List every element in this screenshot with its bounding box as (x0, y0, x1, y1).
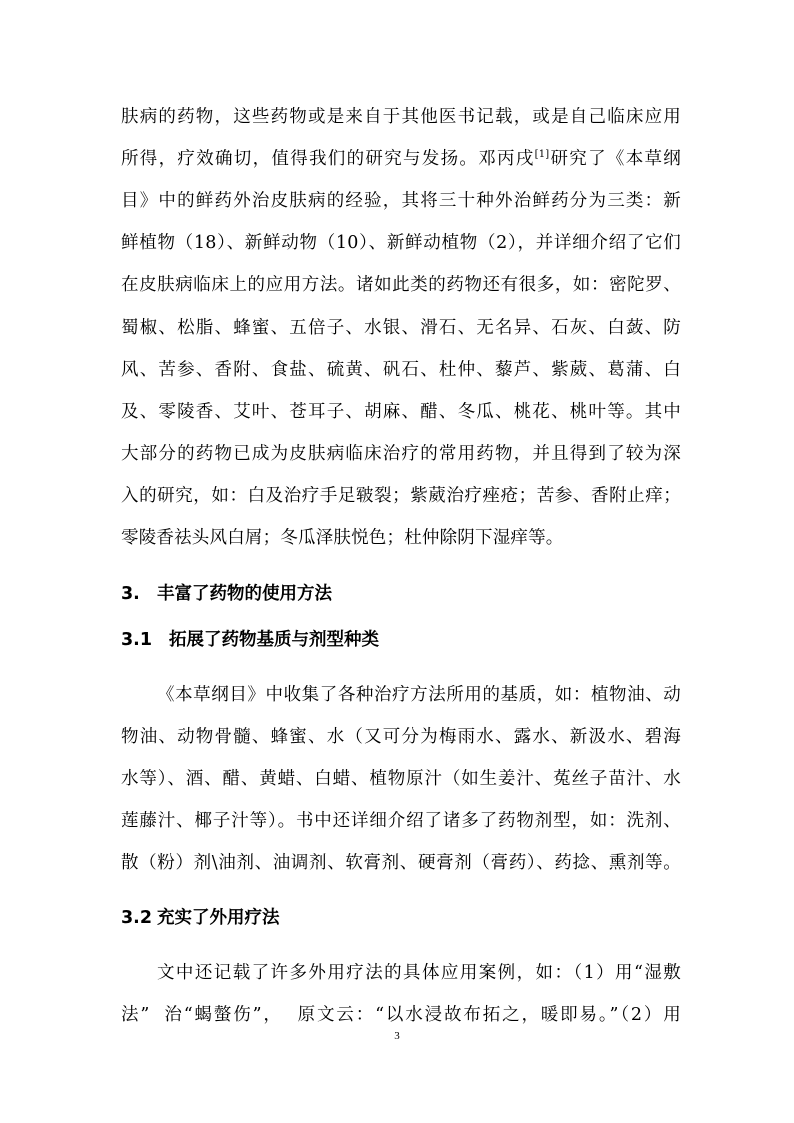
paragraph-line: 物油、动物骨髓、蜂蜜、水（又可分为梅雨水、露水、新汲水、碧海 (121, 727, 681, 747)
paragraph-line: 风、苦参、香附、食盐、硫黄、矾石、杜仲、藜芦、紫葳、葛蒲、白 (121, 360, 681, 380)
paragraph-line: 散（粉）剂\油剂、油调剂、软膏剂、硬膏剂（膏药）、药捻、熏剂等。 (121, 853, 681, 873)
paragraph-line: 水等）、酒、醋、黄蜡、白蜡、植物原汁（如生姜汁、菟丝子苗汁、水 (121, 769, 681, 789)
section-heading-3 (121, 582, 332, 606)
paragraph-line: 蜀椒、松脂、蜂蜜、五倍子、水银、滑石、无名异、石灰、白蔹、防 (121, 318, 681, 338)
paragraph-line: 法” 治“蝎螫伤”， 原文云：“以水浸故布拓之，暖即易。”（2）用 (121, 1005, 681, 1025)
paragraph-line: 大部分的药物已成为皮肤病临床治疗的常用药物，并且得到了较为深 (121, 444, 681, 464)
paragraph-line-with-citation (121, 147, 681, 171)
paragraph-line: 《本草纲目》中收集了各种治疗方法所用的基质，如：植物油、动 (157, 685, 681, 705)
paragraph-line: 莲藤汁、椰子汁等）。书中还详细介绍了诸多了药物剂型，如：洗剂、 (121, 811, 681, 831)
paragraph-line: 文中还记载了许多外用疗法的具体应用案例，如：（1）用“湿敷 (157, 963, 681, 983)
section-title: 拓展了药物基质与剂型种类 (169, 630, 379, 650)
paragraph-line: 在皮肤病临床上的应用方法。诸如此类的药物还有很多，如：密陀罗、 (121, 275, 681, 295)
paragraph-line: 零陵香祛头风白屑；冬瓜泽肤悦色；杜仲除阴下湿痒等。 (121, 528, 564, 548)
citation-ref[interactable]: [1] (534, 149, 550, 161)
section-number: 3. (121, 584, 140, 604)
section-heading-3-1 (121, 628, 379, 652)
section-number: 3.2 (121, 908, 153, 928)
paragraph-line: 入的研究，如：白及治疗手足皲裂；紫葳治疗痤疮；苦参、香附止痒； (121, 486, 681, 506)
paragraph-line: 及、零陵香、艾叶、苍耳子、胡麻、醋、冬瓜、桃花、桃叶等。其中 (121, 402, 681, 422)
section-heading-3-2 (121, 906, 280, 930)
page-number: 3 (394, 1030, 400, 1042)
section-title: 丰富了药物的使用方法 (157, 584, 332, 604)
paragraph-line: 目》中的鲜药外治皮肤病的经验，其将三十种外治鲜药分为三类：新 (121, 191, 681, 211)
text-span: 所得，疗效确切，值得我们的研究与发扬。邓丙戌 (121, 149, 535, 169)
paragraph-line: 肤病的药物，这些药物或是来自于其他医书记载，或是自己临床应用 (121, 107, 681, 127)
text-span: 研究了《本草纲 (549, 149, 681, 169)
section-title: 充实了外用疗法 (157, 908, 280, 928)
section-number: 3.1 (121, 630, 153, 650)
paragraph-line: 鲜植物（18）、新鲜动物（10）、新鲜动植物（2），并详细介绍了它们 (121, 233, 681, 253)
